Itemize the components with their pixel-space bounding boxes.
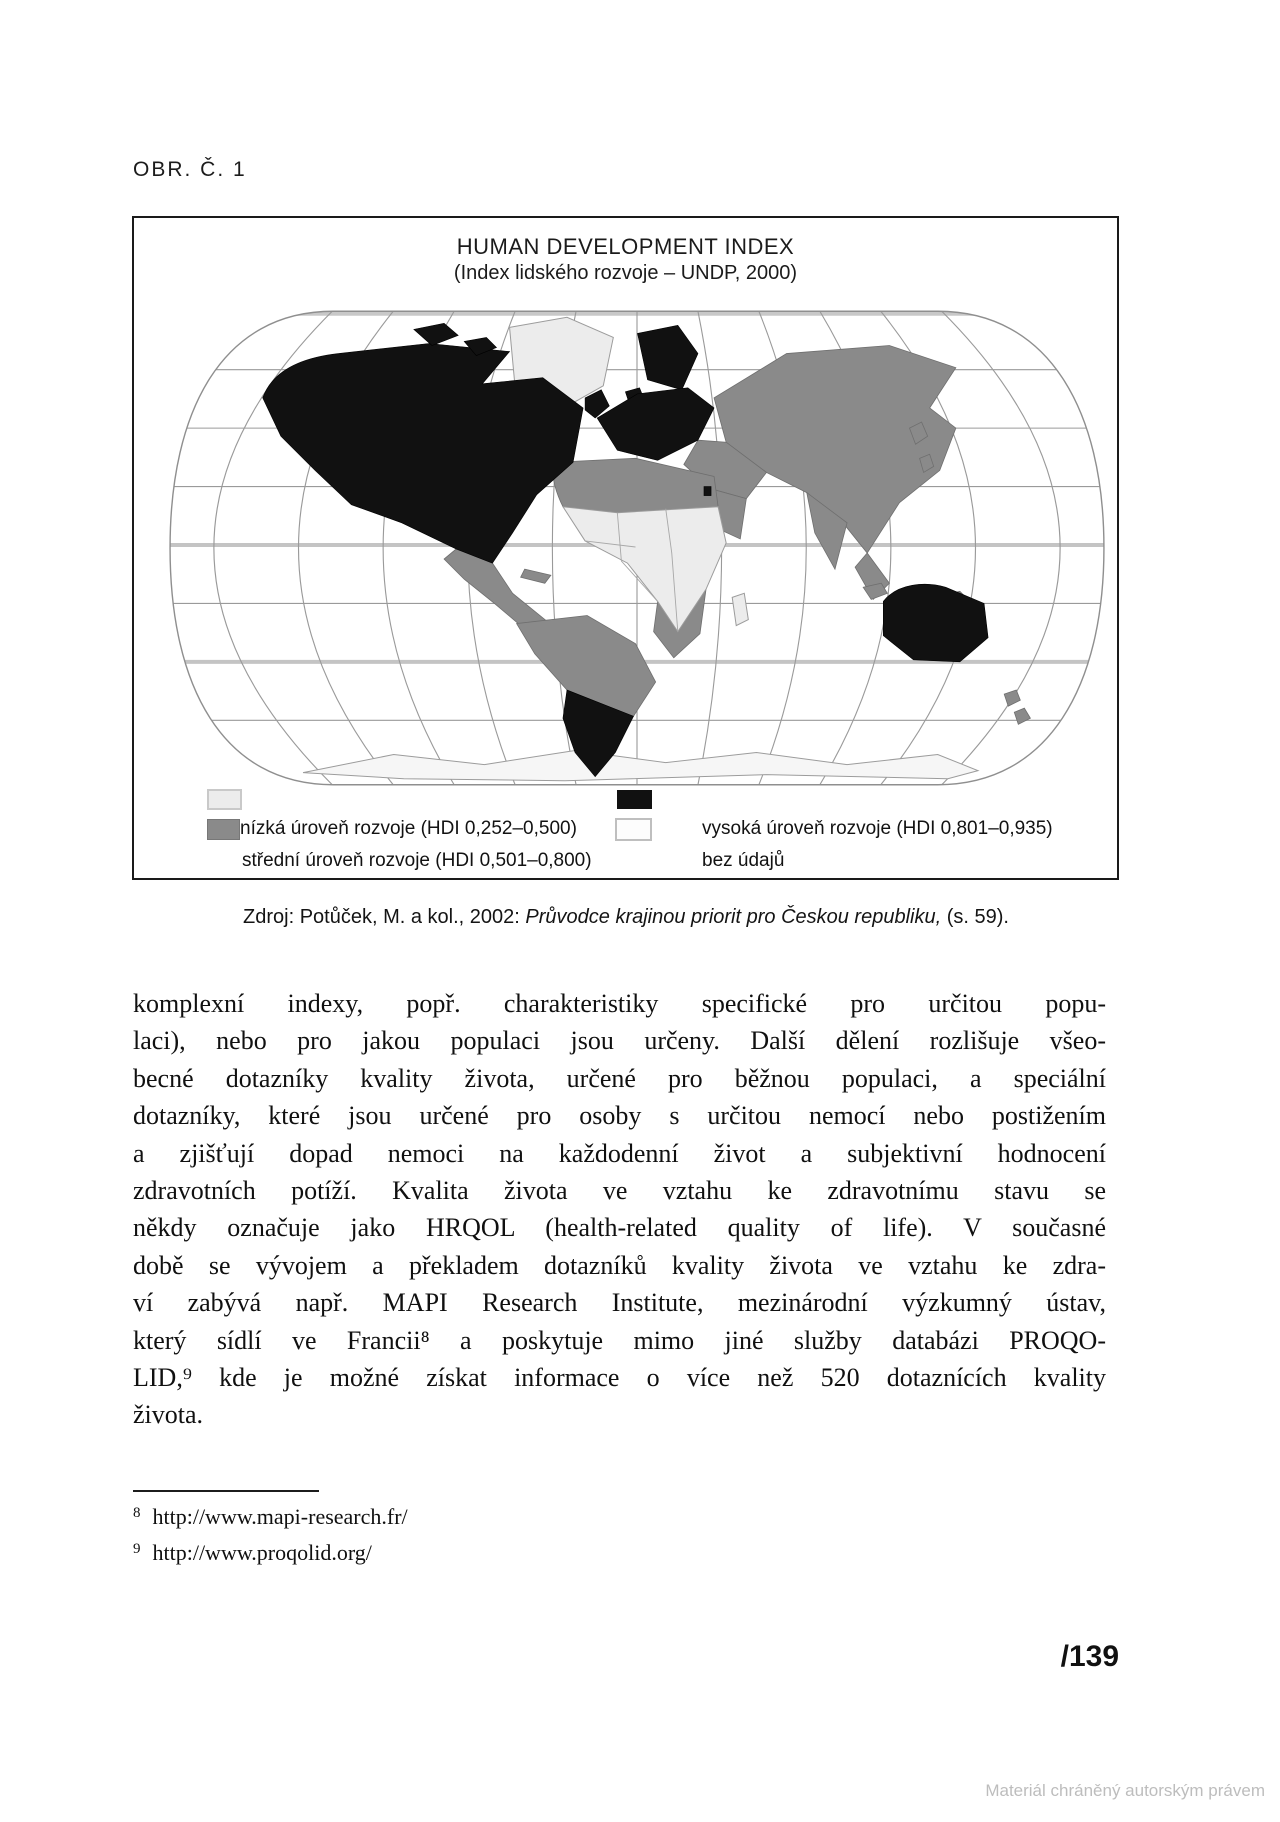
region-antarctica	[303, 750, 978, 780]
source-title: Průvodce krajinou priorit pro Českou republiku,	[525, 906, 942, 928]
footnote-url: http://www.mapi-research.fr/	[152, 1504, 408, 1529]
body-line: becné dotazníky kvality života, určené pro běžnou populaci, a speciální	[133, 1063, 1106, 1093]
legend-label-nodata: bez údajů	[702, 850, 785, 871]
body-line: někdy označuje jako HRQOL (health-related quality of life). V současné	[133, 1213, 1106, 1243]
region-arctic-islands	[414, 323, 458, 345]
body-line: života.	[133, 1400, 204, 1430]
footnote-number: 8	[133, 1505, 141, 1521]
footnote-8	[133, 1504, 408, 1530]
region-new-zealand-south	[1014, 708, 1030, 724]
legend-swatch-white	[615, 818, 652, 841]
body-line: komplexní indexy, popř. charakteristiky specifické pro určitou popu-	[133, 989, 1106, 1018]
footnote-number: 9	[133, 1541, 141, 1557]
region-madagascar	[732, 593, 748, 625]
legend-label-high: vysoká úroveň rozvoje (HDI 0,801–0,935)	[702, 818, 1053, 839]
body-line: dotazníky, které jsou určené pro osoby s určitou nemocí nebo postižením	[133, 1101, 1106, 1131]
body-line: době se vývojem a překladem dotazníků kvality života ve vztahu ke zdra-	[133, 1250, 1106, 1280]
body-paragraph	[133, 989, 1106, 1438]
region-caribbean	[521, 569, 551, 583]
figure-box	[132, 216, 1119, 880]
region-israel	[704, 487, 711, 496]
region-australia	[883, 584, 988, 662]
legend-swatch-black	[617, 790, 652, 809]
region-mexico-central-america	[444, 549, 550, 632]
figure-label: OBR. Č. 1	[133, 158, 247, 181]
footnote-9	[133, 1540, 372, 1566]
copyright-watermark: Materiál chráněný autorským právem	[985, 1781, 1265, 1800]
legend-label-low: nízká úroveň rozvoje (HDI 0,252–0,500)	[240, 818, 577, 839]
legend-swatch-light	[207, 789, 242, 810]
footnote-separator	[133, 1490, 319, 1492]
body-line: ví zabývá např. MAPI Research Institute, mezinárodní výzkumný ústav,	[133, 1288, 1106, 1318]
world-map	[162, 298, 1112, 798]
body-line: a zjišťují dopad nemoci na každodenní život a subjektivní hodnocení	[133, 1138, 1106, 1168]
source-suffix: (s. 59).	[941, 906, 1009, 928]
region-new-zealand	[1004, 690, 1020, 706]
page-number: /139	[1060, 1640, 1119, 1673]
source-prefix: Zdroj: Potůček, M. a kol., 2002:	[243, 906, 526, 928]
body-line: který sídlí ve Francii⁸ a poskytuje mimo jiné služby databázi PROQO-	[133, 1325, 1106, 1355]
figure-source-line	[133, 906, 1119, 929]
world-map-svg	[162, 298, 1112, 798]
body-line: laci), nebo pro jakou populaci jsou určeny. Další dělení rozlišuje všeo-	[133, 1026, 1106, 1056]
region-scandinavia	[638, 325, 698, 389]
footnote-url: http://www.proqolid.org/	[152, 1540, 372, 1565]
body-line: zdravotních potíží. Kvalita života ve vztahu ke zdravotnímu stavu se	[133, 1175, 1106, 1205]
legend-label-medium: střední úroveň rozvoje (HDI 0,501–0,800)	[242, 850, 592, 871]
legend-swatch-gray	[207, 819, 240, 840]
body-line: LID,⁹ kde je možné získat informace o více než 520 dotaznících kvality	[133, 1362, 1106, 1392]
figure-subtitle: (Index lidského rozvoje – UNDP, 2000)	[453, 262, 798, 284]
figure-title: HUMAN DEVELOPMENT INDEX	[456, 234, 795, 259]
